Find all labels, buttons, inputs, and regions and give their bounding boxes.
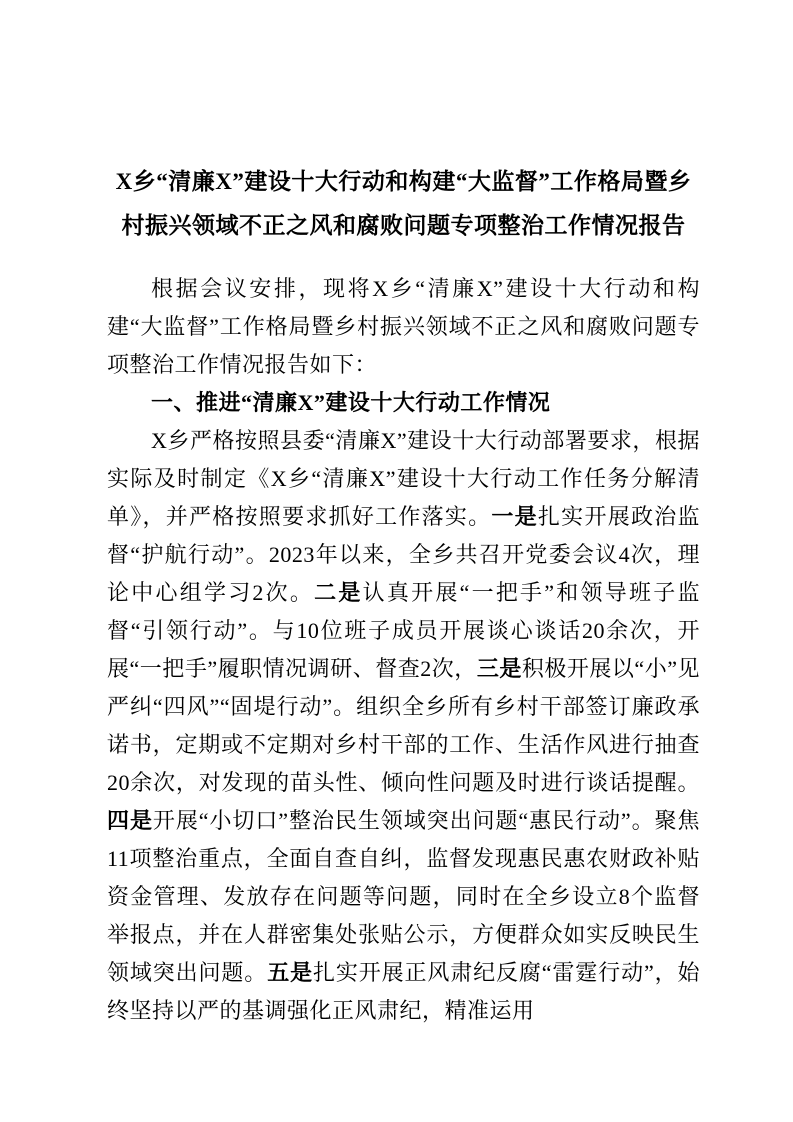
section-1-paragraph xyxy=(107,422,700,1030)
bold-run: 四是 xyxy=(107,808,153,833)
text-run: 开展“小切口”整治民生领域突出问题“惠民行动”。聚焦11项整治重点，全面自查自纠，监督发现惠民惠农财政补贴资金管理、发放存在问题等问题，同时在全乡设立8个监督举报点，并在人群密集处张贴公示，方便群众如实反映民生领域突出问题。 xyxy=(107,808,700,985)
text-run: 扎实开展政治监督“护航行动”。2023年以来，全乡共召开党委会议4次，理论中心组学习2次。 xyxy=(107,504,700,605)
bold-run: 一是 xyxy=(491,504,538,529)
document-content xyxy=(107,0,700,1030)
text-run: X乡严格按照县委“清廉X”建设十大行动部署要求，根据实际及时制定《X乡“清廉X”建设十大行动工作任务分解清单》，并严格按照要求抓好工作落实。 xyxy=(107,428,700,529)
text-run: 扎实开展正风肃纪反腐“雷霆行动”，始终坚持以严的基调强化正风肃纪，精准运用 xyxy=(107,960,700,1023)
bold-run: 五是 xyxy=(267,960,313,985)
bold-run: 二是 xyxy=(314,580,363,605)
text-run: 认真开展“一把手”和领导班子监督“引领行动”。与10位班子成员开展谈心谈话20余次，开展“一把手”履职情况调研、督查2次， xyxy=(107,580,700,681)
text-run: 积极开展以“小”见严纠“四风”“固堤行动”。组织全乡所有乡村干部签订廉政承诺书，定期或不定期对乡村干部的工作、生活作风进行抽查20余次，对发现的苗头性、倾向性问题及时进行谈话提醒。 xyxy=(107,656,700,795)
section-1-heading: 一、推进“清廉X”建设十大行动工作情况 xyxy=(151,390,551,415)
intro-paragraph: 根据会议安排，现将X乡“清廉X”建设十大行动和构建“大监督”工作格局暨乡村振兴领域不正之风和腐败问题专项整治工作情况报告如下： xyxy=(107,276,700,377)
document-title: X乡“清廉X”建设十大行动和构建“大监督”工作格局暨乡村振兴领域不正之风和腐败问题专项整治工作情况报告 xyxy=(115,169,692,238)
bold-run: 三是 xyxy=(476,656,522,681)
